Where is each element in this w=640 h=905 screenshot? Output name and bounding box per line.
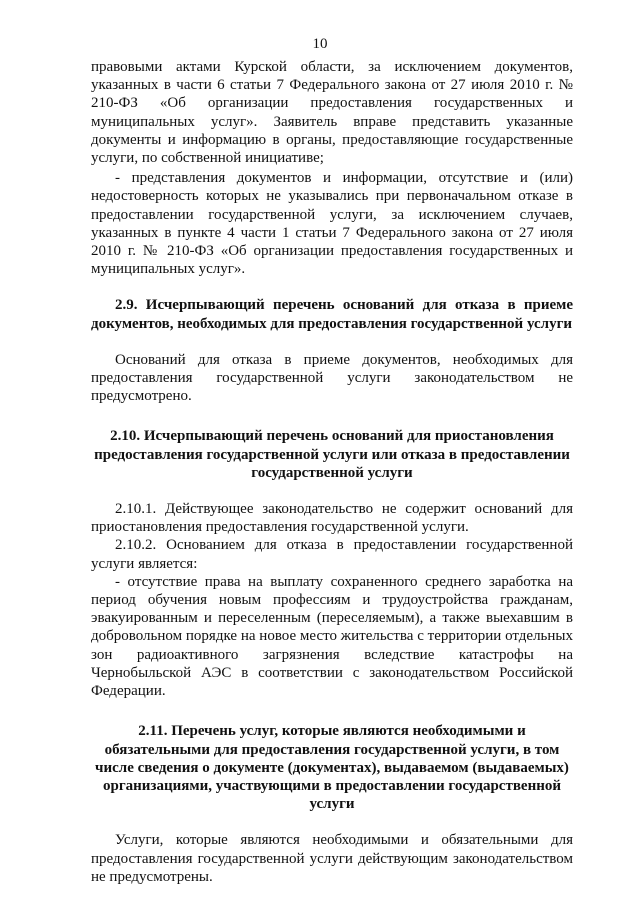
document-body [91, 58, 573, 886]
paragraph-submission: - представления документов и информации, отсутствие и (или) недостоверность которых не указывались при первоначальном отказе в предоставлении государственной услуги, за исключением случаев, указанных в пункте 4 части 1 статьи 7 Федерального закона от 27 июля 2010 г. № 210-ФЗ «Об организации предоставления государственных и муниципальных услуг». [91, 170, 573, 278]
section-heading-2-11: 2.11. Перечень услуг, которые являются необходимыми и обязательными для предоставления государственной услуги, в том числе сведения о документе (документах), выдаваемом (выдаваемых) организациями, участвующими в предоставлении государственной услуги [95, 723, 569, 813]
section-heading-2-9: 2.9. Исчерпывающий перечень оснований для отказа в приеме документов, необходимых для предоставления государственной услуги [91, 297, 573, 332]
page-number: 10 [312, 36, 328, 52]
paragraph-refusal-basis: - отсутствие права на выплату сохраненного среднего заработка на период обучения новым профессиям и трудоустройства гражданам, эвакуированным и переселенным (переселяемым), а также выехавшим в добровольном порядке на новое место жительства с территории отдельных зон радиоактивного загрязнения вследствие катастрофы на Чернобыльской АЭС в соответствии с законодательством Российской Федерации. [91, 573, 573, 700]
paragraph-2-10-1: 2.10.1. Действующее законодательство не содержит оснований для приостановления предоставления государственной услуги. [91, 501, 573, 536]
paragraph-2-10-2: 2.10.2. Основанием для отказа в предоставлении государственной услуги является: [91, 537, 573, 572]
paragraph-required-services: Услуги, которые являются необходимыми и обязательными для предоставления государственной услуги действующим законодательством не предусмотрены. [91, 832, 573, 885]
section-heading-2-10: 2.10. Исчерпывающий перечень оснований для приостановления предоставления государственной услуги или отказа в предоставлении государственной услуги [94, 428, 570, 481]
paragraph-no-grounds-refusal: Оснований для отказа в приеме документов, необходимых для предоставления государственной услуги законодательством не предусмотрено. [91, 351, 573, 405]
paragraph-legal-acts: правовыми актами Курской области, за исключением документов, указанных в части 6 статьи 7 Федерального закона от 27 июля 2010 г. № 210-ФЗ «Об организации предоставления государственных и муниципальных услуг». Заявитель вправе представить указанные документы и информацию в органы, предоставляющие государственные услуги, по собственной инициативе; [91, 59, 573, 167]
